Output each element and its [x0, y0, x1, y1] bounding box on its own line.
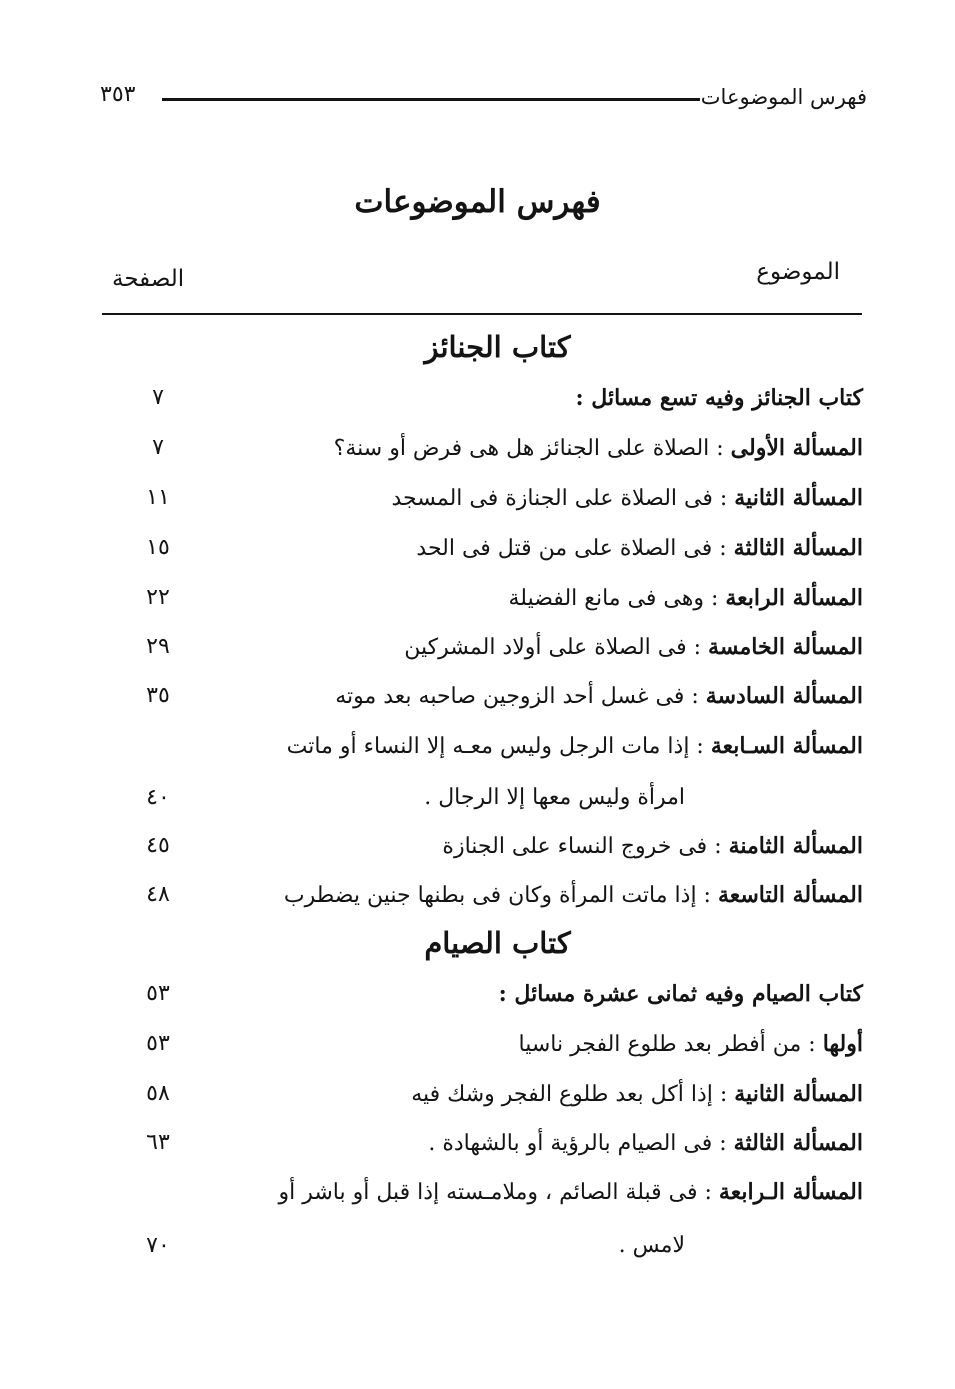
entry-text: : إذا أكل بعد طلوع الفجر وشك فيه — [411, 1082, 735, 1107]
toc-entry — [279, 1174, 864, 1211]
entry-label: المسألة الأولى — [730, 435, 863, 461]
entry-text: : فى غسل أحد الزوجين صاحبه بعد موته — [335, 684, 706, 709]
toc-entry — [576, 380, 864, 417]
section-heading: كتاب الصيام — [424, 926, 571, 960]
entry-label: أولها — [822, 1031, 863, 1057]
entry-label: المسألة السـابعة — [710, 733, 863, 759]
entry-text: : فى الصلاة على أولاد المشركين — [404, 635, 709, 660]
running-header-page-number: ٣٥٣ — [100, 82, 136, 107]
entry-page-number: ٤٠ — [146, 785, 170, 810]
toc-entry — [334, 430, 863, 467]
entry-page-number: ٣٥ — [146, 683, 170, 708]
entry-text: : فى خروج النساء على الجنازة — [442, 834, 729, 859]
entry-label: كتاب الصيام وفيه ثمانى عشرة مسائل : — [498, 981, 863, 1007]
entry-label: المسألة الثالثة — [733, 1130, 863, 1156]
entry-continuation: امرأة وليس معها إلا الرجال . — [424, 785, 685, 810]
toc-entry — [428, 1125, 863, 1162]
section-heading: كتاب الجنائز — [424, 330, 571, 364]
entry-text: : فى الصلاة على الجنازة فى المسجد — [391, 486, 735, 511]
entry-label: المسألة الثانية — [734, 1081, 863, 1107]
toc-entry — [416, 530, 863, 567]
entry-page-number: ٦٣ — [146, 1130, 170, 1155]
toc-entry — [287, 728, 863, 765]
entry-text: : إذا ماتت المرأة وكان فى بطنها جنين يضطرب — [283, 883, 718, 908]
entry-page-number: ١٥ — [146, 535, 170, 560]
column-header-rule — [102, 313, 862, 315]
entry-page-number: ٧ — [152, 385, 164, 410]
entry-label: المسألة الرابعة — [725, 585, 863, 611]
entry-page-number: ٢٢ — [146, 585, 170, 610]
entry-page-number: ٧٠ — [146, 1233, 170, 1258]
entry-text: : فى الصيام بالرؤية أو بالشهادة . — [428, 1131, 734, 1156]
entry-page-number: ٧ — [152, 435, 164, 460]
toc-entry — [519, 1026, 863, 1063]
entry-page-number: ٢٩ — [146, 634, 170, 659]
column-header-page: الصفحة — [112, 266, 185, 292]
entry-text: : وهى فى مانع الفضيلة — [508, 586, 726, 611]
entry-label: كتاب الجنائز وفيه تسع مسائل : — [575, 385, 863, 411]
header-rule — [162, 98, 700, 101]
running-header-title: فهرس الموضوعات — [700, 85, 867, 109]
entry-page-number: ٥٣ — [146, 1031, 170, 1056]
entry-text: : من أفطر بعد طلوع الفجر ناسيا — [518, 1032, 823, 1057]
entry-text: : الصلاة على الجنائز هل هى فرض أو سنة؟ — [333, 436, 731, 461]
toc-entry — [411, 1076, 863, 1113]
entry-label: المسألة الخامسة — [708, 634, 863, 660]
toc-entry — [335, 678, 863, 715]
page-title: فهرس الموضوعات — [354, 184, 601, 220]
entry-label: المسألة الثامنة — [728, 833, 863, 859]
entry-page-number: ١١ — [146, 485, 170, 510]
toc-entry — [442, 828, 863, 865]
entry-label: المسألة الـرابعة — [718, 1179, 863, 1205]
entry-page-number: ٥٣ — [146, 981, 170, 1006]
entry-label: المسألة السادسة — [705, 683, 863, 709]
toc-entry — [499, 976, 863, 1013]
entry-page-number: ٤٥ — [146, 833, 170, 858]
entry-text: : فى قبلة الصائم ، وملامـسته إذا قبل أو باشر أو — [278, 1180, 719, 1205]
entry-text: : فى الصلاة على من قتل فى الحد — [416, 536, 734, 561]
toc-entry — [404, 629, 863, 666]
entry-label: المسألة الثالثة — [733, 535, 863, 561]
toc-entry — [509, 580, 863, 617]
column-header-topic: الموضوع — [756, 259, 840, 285]
entry-label: المسألة التاسعة — [717, 882, 863, 908]
entry-page-number: ٥٨ — [146, 1081, 170, 1106]
entry-continuation: لامس . — [618, 1233, 685, 1258]
entry-label: المسألة الثانية — [734, 485, 863, 511]
toc-entry — [391, 480, 863, 517]
entry-text: : إذا مات الرجل وليس معـه إلا النساء أو ماتت — [286, 734, 711, 759]
toc-entry — [284, 877, 863, 914]
entry-page-number: ٤٨ — [146, 882, 170, 907]
